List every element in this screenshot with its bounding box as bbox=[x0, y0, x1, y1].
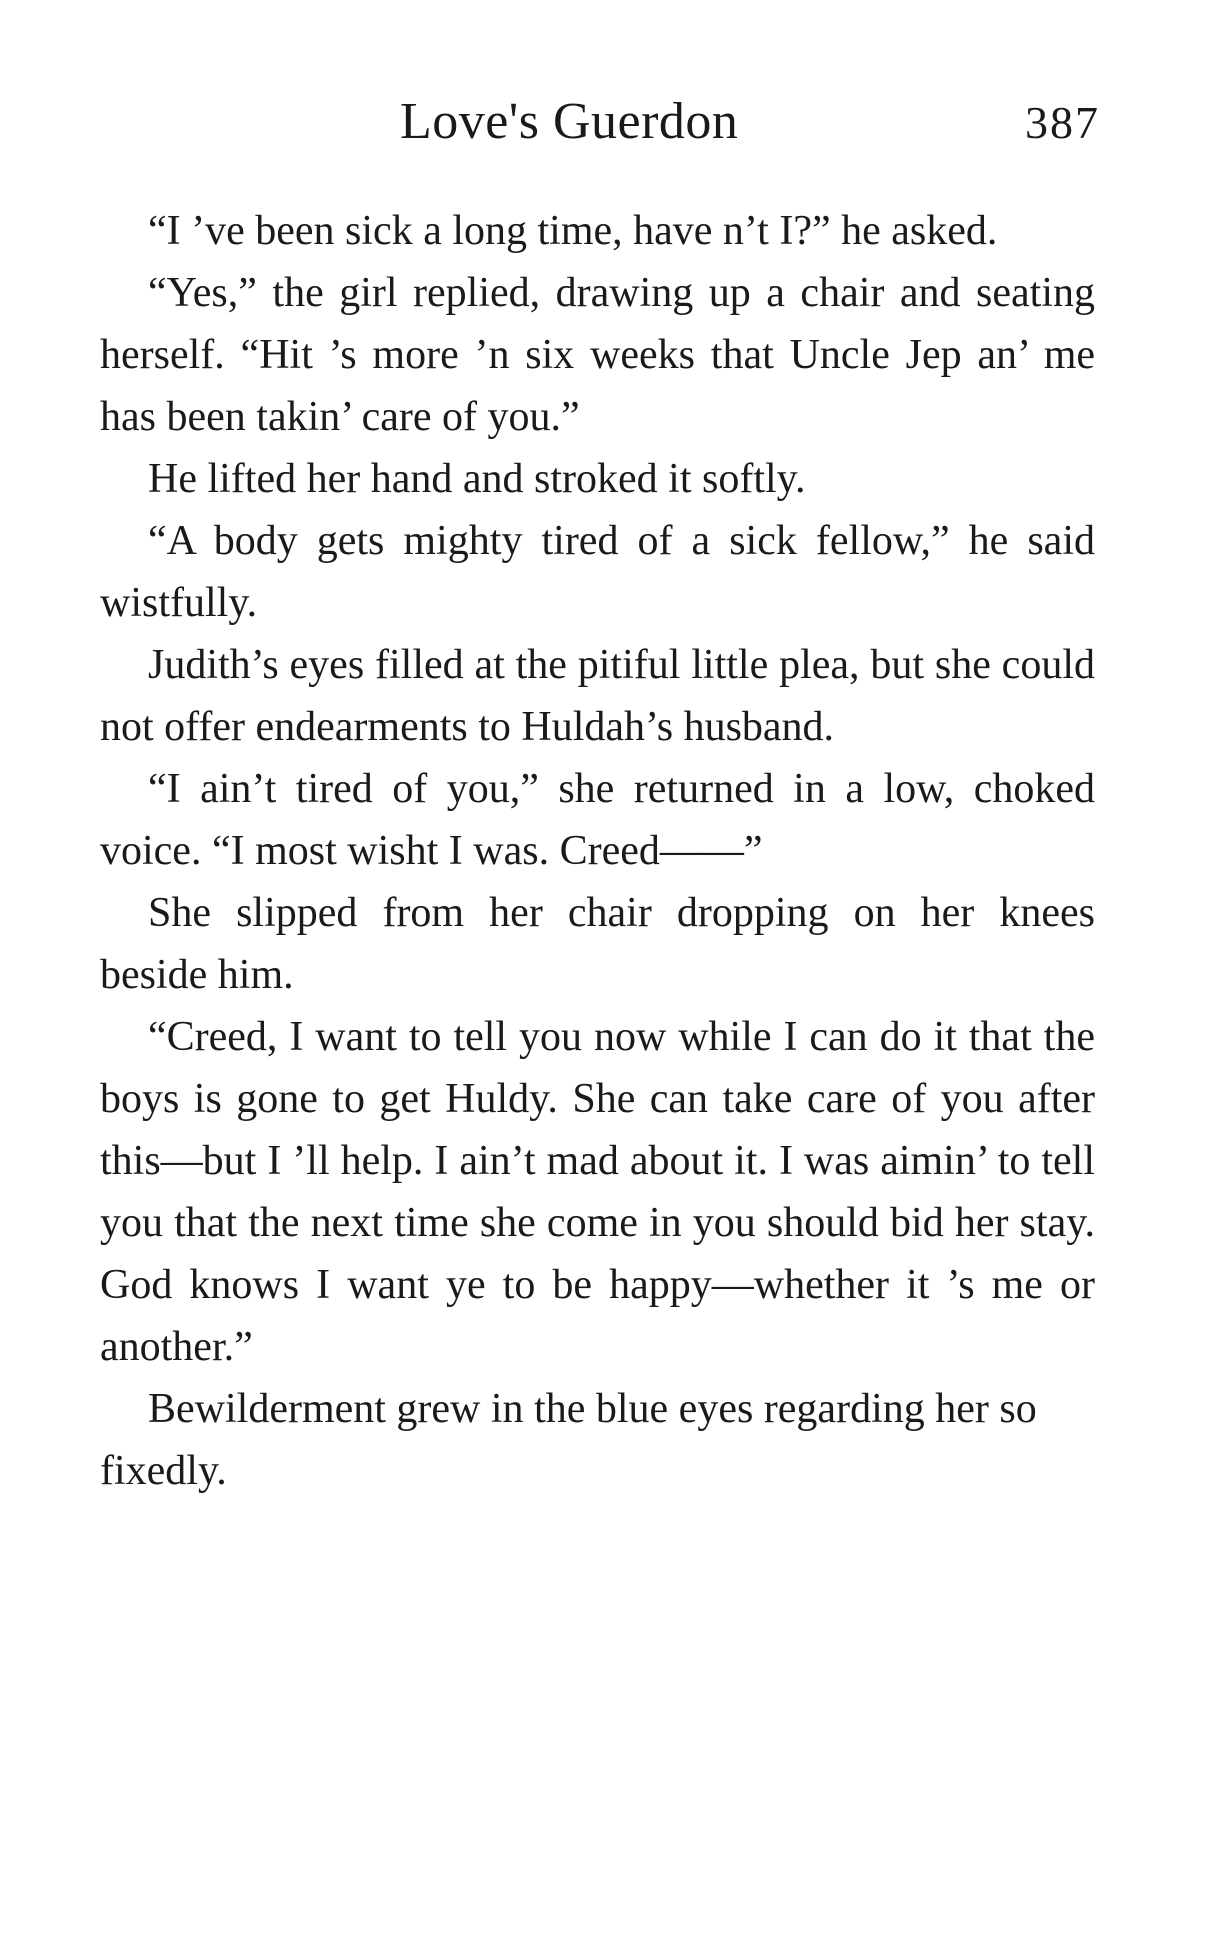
running-title: Love's Guerdon bbox=[400, 93, 739, 150]
page-number: 387 bbox=[1025, 97, 1100, 148]
body-text bbox=[100, 200, 1095, 1502]
paragraph: She slipped from her chair dropping on her knees beside him. bbox=[100, 890, 1095, 998]
paragraph: Bewilderment grew in the blue eyes regarding her so fixedly. bbox=[100, 1386, 1037, 1494]
paragraph: “I ain’t tired of you,” she returned in a low, choked voice. “I most wisht I was. Creed——” bbox=[100, 766, 1095, 874]
paragraph: He lifted her hand and stroked it softly. bbox=[148, 456, 806, 502]
paragraph: “Creed, I want to tell you now while I can do it that the boys is gone to get Huldy. She can take care of you after this—but I ’ll help. I ain’t mad about it. I was aimin’ to tell you that the next time she come in you should bid her stay. God knows I want ye to be happy—whether it ’s me or another.” bbox=[100, 1014, 1095, 1370]
paragraph: “I ’ve been sick a long time, have n’t I?” he asked. bbox=[148, 208, 998, 254]
paragraph: “A body gets mighty tired of a sick fellow,” he said wistfully. bbox=[100, 518, 1095, 626]
paragraph: Judith’s eyes filled at the pitiful little plea, but she could not offer endearments to Huldah’s husband. bbox=[100, 642, 1095, 750]
paragraph: “Yes,” the girl replied, drawing up a chair and seating herself. “Hit ’s more ’n six weeks that Uncle Jep an’ me has been takin’ care of you.” bbox=[100, 270, 1095, 440]
running-head bbox=[100, 92, 1100, 162]
